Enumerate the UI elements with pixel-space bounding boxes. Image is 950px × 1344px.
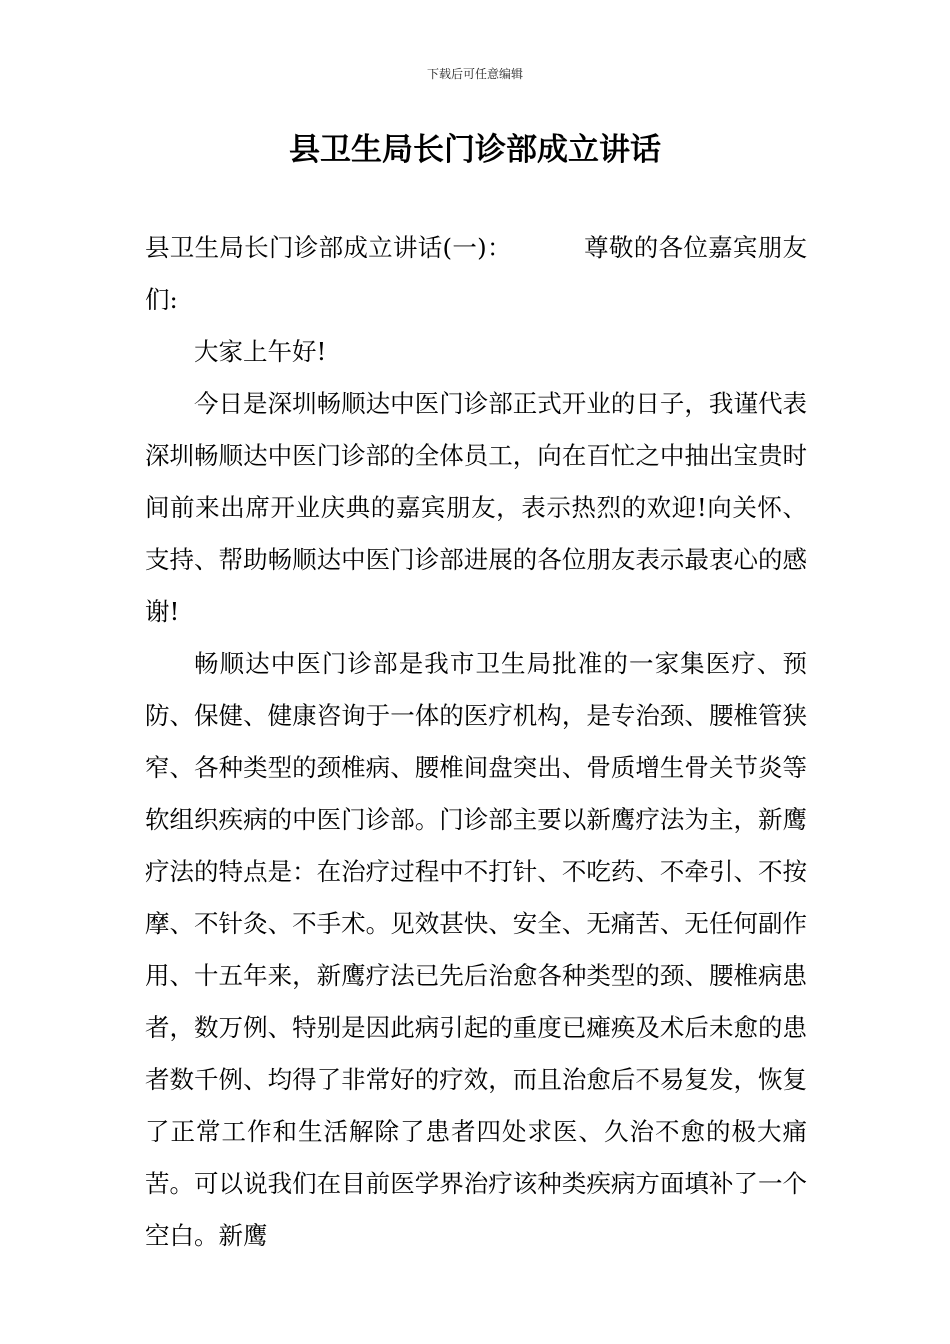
salutation: 尊敬的各位嘉宾朋友们: — [145, 233, 807, 314]
header-note: 下载后可任意编辑 — [426, 67, 523, 81]
document-body — [145, 222, 807, 1262]
greeting-paragraph: 大家上午好! — [194, 337, 327, 366]
document-title: 县卫生局长门诊部成立讲话 — [289, 132, 661, 168]
clinic-description-paragraph: 畅顺达中医门诊部是我市卫生局批准的一家集医疗、预防、保健、健康咨询于一体的医疗机构，是专治颈、腰椎管狭窄、各种类型的颈椎病、腰椎间盘突出、骨质增生骨关节炎等软组织疾病的中医门诊部。门诊部主要以新鹰疗法为主，新鹰疗法的特点是：在治疗过程中不打针、不吃药、不牵引、不按摩、不针灸、不手术。见效甚快、安全、无痛苦、无任何副作用、十五年来，新鹰疗法已先后治愈各种类型的颈、腰椎病患者，数万例、特别是因此病引起的重度已瘫痪及术后未愈的患者数千例、均得了非常好的疗效，而且治愈后不易复发，恢复了正常工作和生活解除了患者四处求医、久治不愈的极大痛苦。可以说我们在目前医学界治疗该种类疾病方面填补了一个空白。新鹰 — [145, 649, 807, 1250]
welcome-paragraph: 今日是深圳畅顺达中医门诊部正式开业的日子，我谨代表深圳畅顺达中医门诊部的全体员工，向在百忙之中抽出宝贵时间前来出席开业庆典的嘉宾朋友，表示热烈的欢迎!向关怀、支持、帮助畅顺达中医门诊部进展的各位朋友表示最衷心的感谢! — [145, 389, 807, 626]
intro-heading: 县卫生局长门诊部成立讲话(一)： — [145, 233, 512, 262]
intro-paragraph — [145, 222, 807, 326]
